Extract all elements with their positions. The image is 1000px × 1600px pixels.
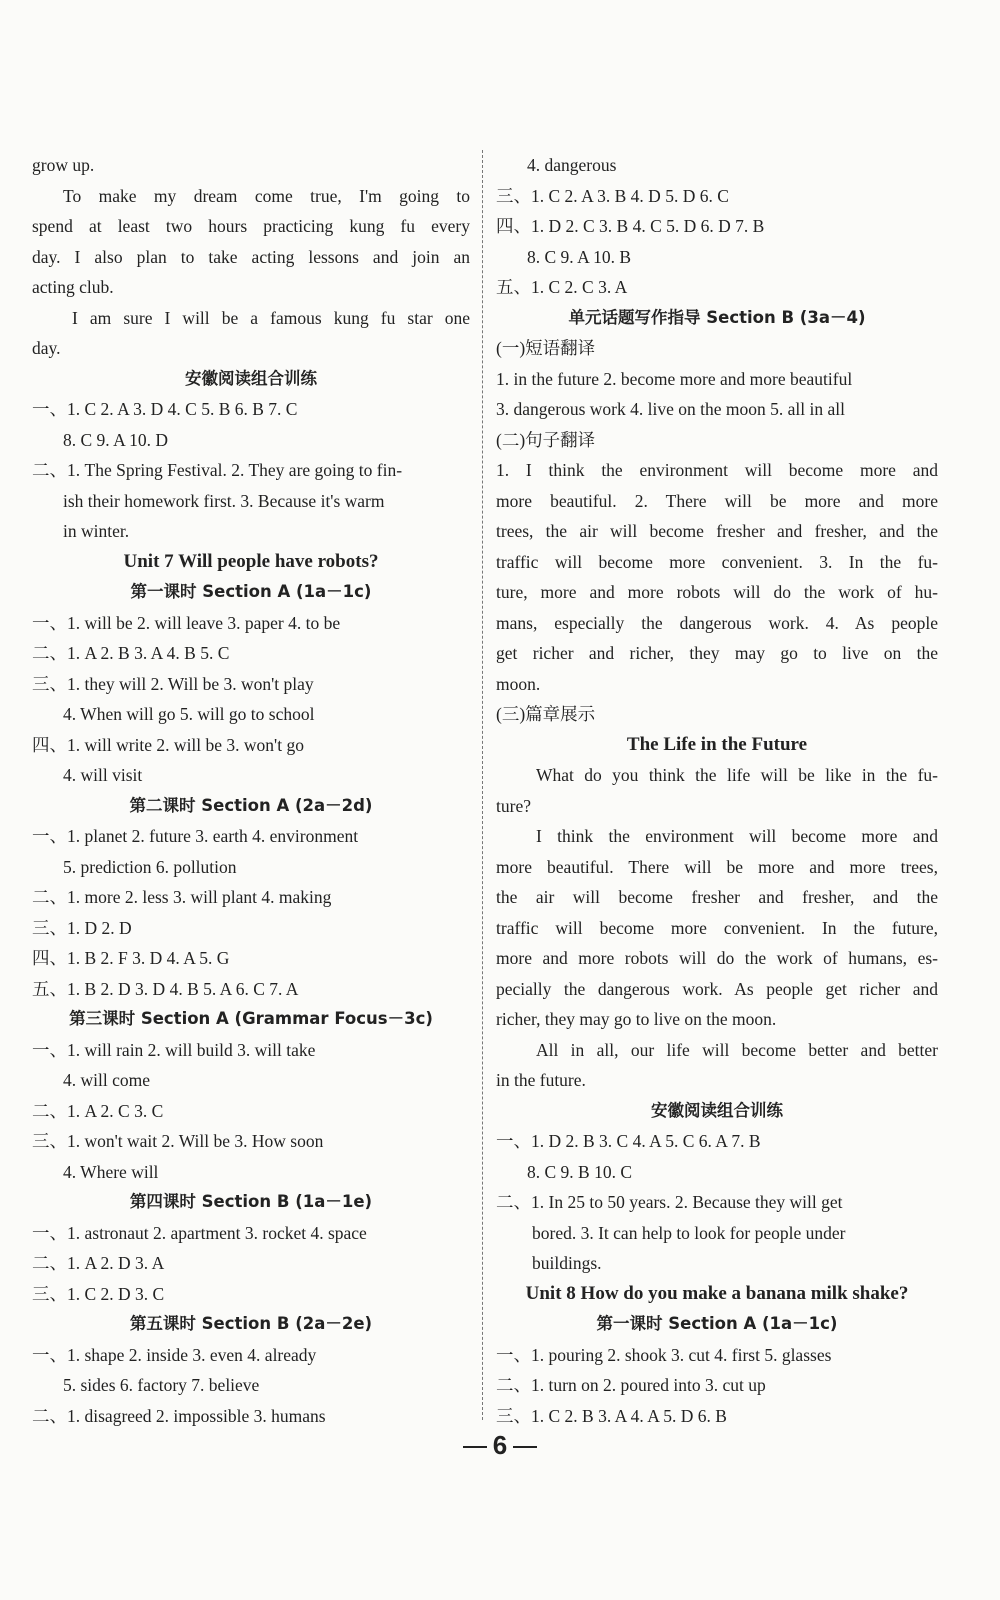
text-line: 一、1. will be 2. will leave 3. paper 4. to be — [32, 612, 341, 633]
text-line: 二、1. disagreed 2. impossible 3. humans — [32, 1405, 326, 1426]
text-line: 四、1. will write 2. will be 3. won't go — [32, 734, 304, 755]
text-line: I am sure I will be a famous kung fu star one — [72, 307, 470, 328]
text-line: What do you think the life will be like in the fu- — [536, 765, 938, 785]
column-divider — [482, 150, 483, 1420]
section-heading: 单元话题写作指导 Section B (3a－4) — [568, 307, 866, 327]
text-line: 一、1. shape 2. inside 3. even 4. already — [32, 1344, 317, 1365]
text-line: 二、1. The Spring Festival. 2. They are going to fin- — [32, 460, 403, 480]
text-line: 三、1. C 2. A 3. B 4. D 5. D 6. C — [496, 185, 729, 206]
text-line: day. I also plan to take acting lessons and join an — [32, 246, 470, 267]
text-line: 一、1. C 2. A 3. D 4. C 5. B 6. B 7. C — [32, 399, 298, 419]
text-line: 三、1. they will 2. Will be 3. won't play — [32, 673, 314, 694]
text-line: 二、1. more 2. less 3. will plant 4. making — [32, 887, 332, 907]
text-line: 二、1. A 2. D 3. A — [32, 1253, 165, 1273]
unit-title: Unit 8 How do you make a banana milk shake? — [525, 1282, 909, 1304]
text-line: 1. in the future 2. become more and more beautiful — [496, 368, 853, 389]
text-line: ture? — [496, 795, 531, 816]
text-line: I think the environment will become more and — [536, 826, 938, 846]
text-line: 一、1. pouring 2. shook 3. cut 4. first 5. glasses — [496, 1344, 832, 1365]
text-line: buildings. — [532, 1253, 602, 1273]
text-line: 三、1. C 2. D 3. C — [32, 1283, 165, 1304]
lesson-heading: 第一课时 Section A (1a－1c) — [130, 582, 372, 601]
text-line: 4. will come — [63, 1070, 150, 1090]
text-line: 二、1. A 2. C 3. C — [32, 1100, 164, 1121]
text-line: moon. — [496, 673, 541, 694]
text-line: get richer and richer, they may go to live on the — [496, 643, 938, 663]
essay-line: To make my dream come true, I'm going to — [63, 185, 470, 206]
unit-title: Unit 7 Will people have robots? — [123, 550, 379, 572]
text-line: (三)篇章展示 — [496, 704, 596, 724]
lesson-heading: 第一课时 Section A (1a－1c) — [596, 1314, 838, 1333]
text-line: 8. C 9. A 10. B — [527, 246, 632, 267]
text-line: more and more robots will do the work of humans, es- — [496, 948, 938, 968]
text-line: 一、1. astronaut 2. apartment 3. rocket 4. space — [32, 1222, 367, 1243]
text-line: 1. I think the environment will become more and — [496, 460, 938, 480]
text-line: more beautiful. There will be more and more trees, — [496, 856, 938, 877]
text-line: the air will become fresher and fresher, and the — [496, 887, 938, 907]
text-line: grow up. — [32, 155, 95, 175]
left-column — [32, 150, 470, 1431]
text-line: 四、1. B 2. F 3. D 4. A 5. G — [32, 948, 230, 968]
text-line: 3. dangerous work 4. live on the moon 5. all in all — [496, 399, 845, 419]
section-heading: 安徽阅读组合训练 — [185, 368, 317, 388]
text-line: 五、1. B 2. D 3. D 4. B 5. A 6. C 7. A — [32, 978, 299, 999]
text-line: 四、1. D 2. C 3. B 4. C 5. D 6. D 7. B — [496, 216, 765, 236]
page-number: 6 — [0, 1430, 1000, 1461]
text-line: 三、1. D 2. D — [32, 917, 132, 938]
text-line: more beautiful. 2. There will be more and more — [496, 490, 938, 511]
text-line: trees, the air will become fresher and fresher, and the — [496, 521, 938, 541]
lesson-heading: 第四课时 Section B (1a－1e) — [129, 1192, 373, 1211]
text-line: ish their homework first. 3. Because it's warm — [63, 490, 385, 511]
right-column — [496, 150, 938, 1431]
lesson-heading: 第五课时 Section B (2a－2e) — [129, 1314, 373, 1333]
text-line: 二、1. turn on 2. poured into 3. cut up — [496, 1375, 766, 1395]
text-line: 三、1. won't wait 2. Will be 3. How soon — [32, 1131, 324, 1151]
text-line: (一)短语翻译 — [496, 338, 596, 358]
text-line: 一、1. planet 2. future 3. earth 4. environment — [32, 826, 359, 846]
text-line: richer, they may go to live on the moon. — [496, 1009, 777, 1029]
text-line: 一、1. D 2. B 3. C 4. A 5. C 6. A 7. B — [496, 1131, 761, 1151]
text-line: 8. C 9. A 10. D — [63, 429, 169, 450]
text-line: 8. C 9. B 10. C — [527, 1161, 633, 1182]
lesson-heading: 第二课时 Section A (2a－2d) — [129, 795, 373, 815]
text-line: 五、1. C 2. C 3. A — [496, 277, 628, 297]
text-line: 4. dangerous — [527, 155, 617, 175]
text-line: mans, especially the dangerous work. 4. As people — [496, 612, 938, 633]
text-line: 5. sides 6. factory 7. believe — [63, 1375, 260, 1395]
text-line: 5. prediction 6. pollution — [63, 856, 237, 877]
text-line: 4. When will go 5. will go to school — [63, 704, 315, 724]
text-line: ture, more and more robots will do the work of hu- — [496, 582, 938, 602]
text-line: All in all, our life will become better and better — [536, 1039, 938, 1060]
text-line: (二)句子翻译 — [496, 429, 596, 450]
text-line: 二、1. In 25 to 50 years. 2. Because they will get — [496, 1192, 843, 1212]
text-line: 4. Where will — [63, 1161, 159, 1182]
text-line: 二、1. A 2. B 3. A 4. B 5. C — [32, 643, 230, 663]
text-line: 一、1. will rain 2. will build 3. will take — [32, 1039, 316, 1060]
text-line: day. — [32, 338, 61, 358]
essay-title: The Life in the Future — [626, 733, 808, 755]
text-line: spend at least two hours practicing kung fu every — [32, 216, 470, 236]
text-line: 三、1. C 2. B 3. A 4. A 5. D 6. B — [496, 1405, 727, 1426]
section-heading: 安徽阅读组合训练 — [651, 1100, 783, 1120]
text-line: 4. will visit — [63, 765, 143, 785]
text-line: bored. 3. It can help to look for people under — [532, 1222, 846, 1243]
lesson-heading: 第三课时 Section A (Grammar Focus－3c) — [69, 1009, 433, 1028]
text-line: traffic will become more convenient. 3. In the fu- — [496, 551, 938, 572]
text-line: acting club. — [32, 277, 114, 297]
text-line: pecially the dangerous work. As people get richer and — [496, 978, 938, 999]
text-line: traffic will become more convenient. In the future, — [496, 917, 938, 938]
text-line: in winter. — [63, 521, 130, 541]
text-line: in the future. — [496, 1070, 586, 1090]
